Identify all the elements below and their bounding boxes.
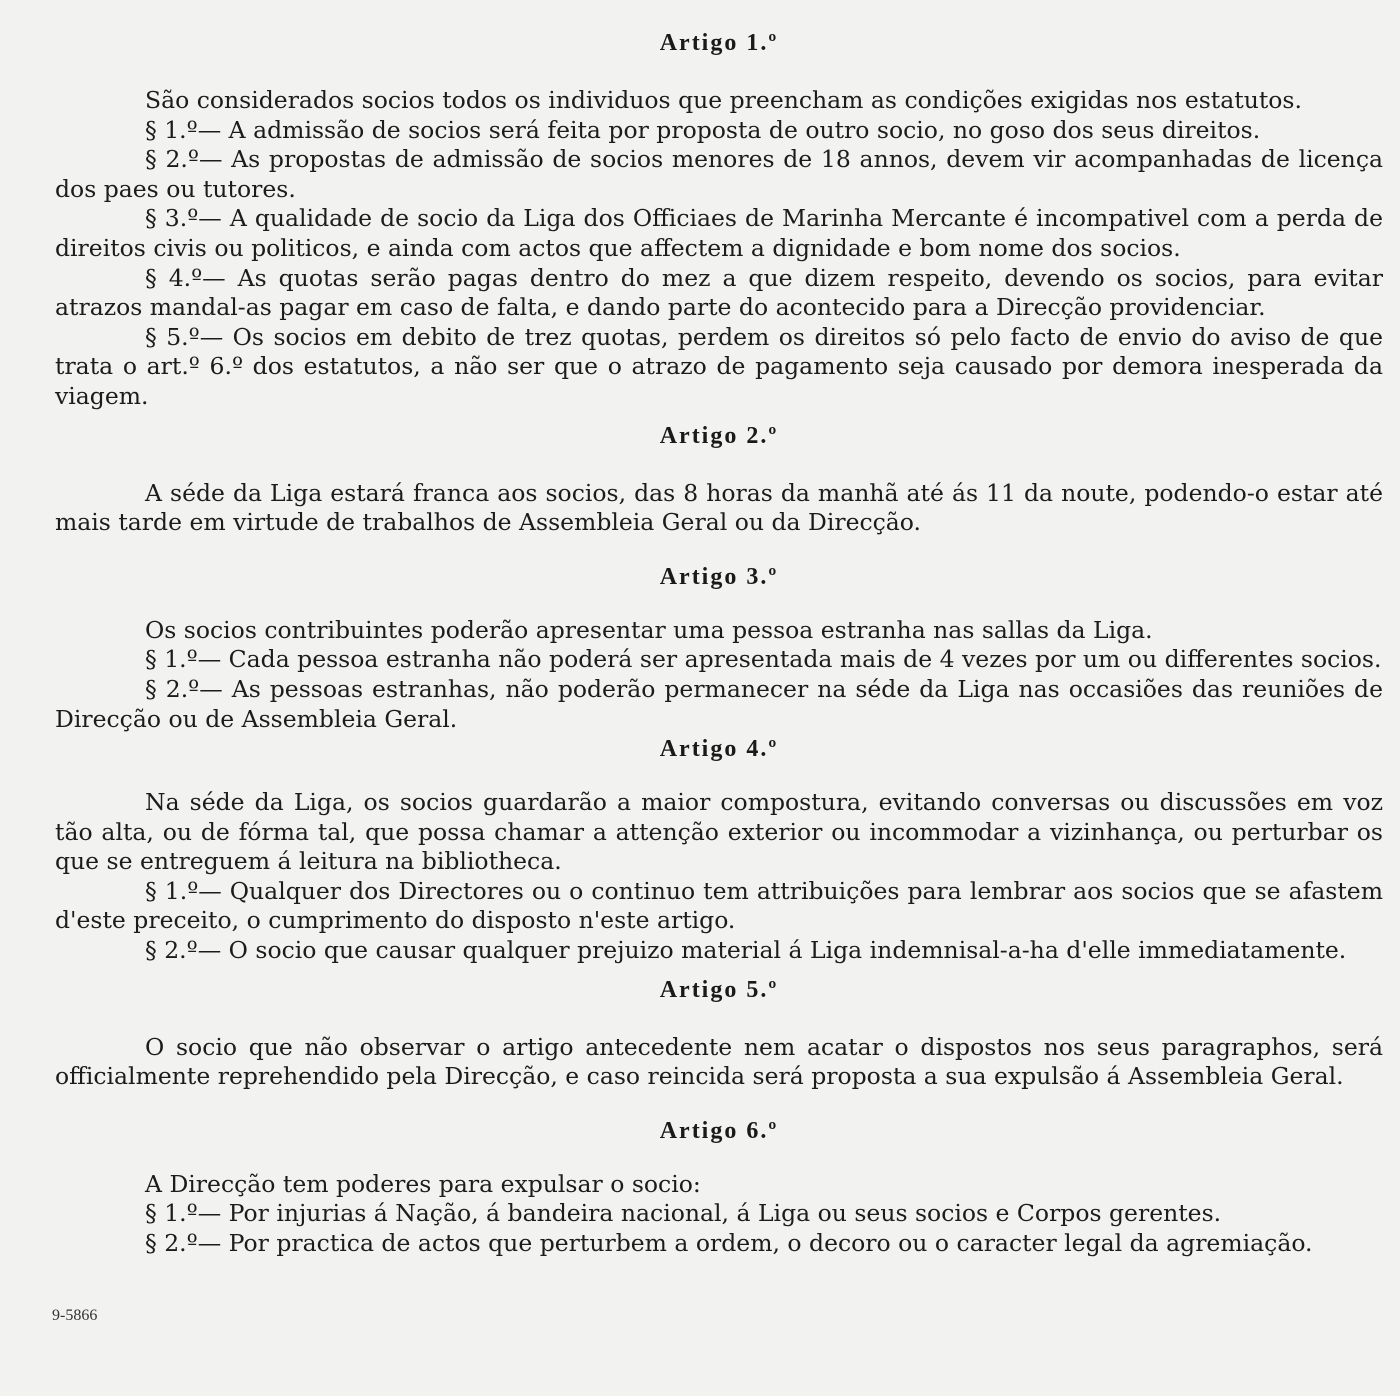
article-4-title: Artigo 4.º <box>659 736 779 763</box>
article-3-title: Artigo 3.º <box>659 563 779 590</box>
article-1-paragraph: São considerados socios todos os individuos que preencham as condições exigidas nos estatutos. <box>145 86 1302 114</box>
article-1-section-1: § 1.º— A admissão de socios será feita por proposta de outro socio, no goso dos seus direitos. <box>145 115 1261 144</box>
article-5-paragraph: O socio que não observar o artigo antecedente nem acatar o dispostos nos seus paragraphos, será officialmente reprehendido pela Direcção, e caso reincida será proposta a sua expulsão á Assembleia Geral. <box>55 1032 1383 1091</box>
article-4-section-2: § 2.º— O socio que causar qualquer prejuizo material á Liga indemnisal-a-ha d'elle immediatamente. <box>145 936 1347 965</box>
document-page <box>55 28 1383 1259</box>
article-6-title: Artigo 6.º <box>659 1117 779 1144</box>
article-1-section-3: § 3.º— A qualidade de socio da Liga dos Officiaes de Marinha Mercante é incompativel com a perda de direitos civis ou politicos, e ainda com actos que affectem a dignidade e bom nome dos socios. <box>55 204 1383 262</box>
article-5-title: Artigo 5.º <box>659 976 779 1003</box>
print-code: 9-5866 <box>52 1307 98 1324</box>
article-1-section-2: § 2.º— As propostas de admissão de socios menores de 18 annos, devem vir acompanhadas de licença dos paes ou tutores. <box>55 145 1383 203</box>
article-3-paragraph: Os socios contribuintes poderão apresentar uma pessoa estranha nas sallas da Liga. <box>145 615 1153 644</box>
article-1-section-5: § 5.º— Os socios em debito de trez quotas, perdem os direitos só pelo facto de envio do aviso de que trata o art.º 6.º dos estatutos, a não ser que o atrazo de pagamento seja causado por demora inesperada da viagem. <box>55 322 1383 410</box>
article-6-section-1: § 1.º— Por injurias á Nação, á bandeira nacional, á Liga ou seus socios e Corpos gerentes. <box>145 1199 1222 1228</box>
article-4-section-1: § 1.º— Qualquer dos Directores ou o continuo tem attribuições para lembrar aos socios que se afastem d'este preceito, o cumprimento do disposto n'este artigo. <box>55 876 1383 935</box>
article-2-title: Artigo 2.º <box>659 422 779 449</box>
article-6-section-2: § 2.º— Por practica de actos que perturbem a ordem, o decoro ou o caracter legal da agremiação. <box>145 1229 1313 1258</box>
article-4-paragraph: Na séde da Liga, os socios guardarão a maior compostura, evitando conversas ou discussões em voz tão alta, ou de fórma tal, que possa chamar a attenção exterior ou incommodar a vizinhança, ou perturbar os que se entreguem á leitura na bibliotheca. <box>55 788 1383 876</box>
article-1-title: Artigo 1.º <box>659 30 779 56</box>
article-2-paragraph: A séde da Liga estará franca aos socios, das 8 horas da manhã até ás 11 da noute, podendo-o estar até mais tarde em virtude de trabalhos de Assembleia Geral ou da Direcção. <box>55 478 1383 537</box>
article-3-section-1: § 1.º— Cada pessoa estranha não poderá ser apresentada mais de 4 vezes por um ou differentes socios. <box>145 645 1382 674</box>
article-6-paragraph: A Direcção tem poderes para expulsar o socio: <box>145 1169 701 1198</box>
article-1-section-4: § 4.º— As quotas serão pagas dentro do mez a que dizem respeito, devendo os socios, para evitar atrazos mandal-as pagar em caso de falta, e dando parte do acontecido para a Direcção providenciar. <box>55 263 1383 322</box>
article-3-section-2: § 2.º— As pessoas estranhas, não poderão permanecer na séde da Liga nas occasiões das reuniões de Direcção ou de Assembleia Geral. <box>55 674 1383 733</box>
